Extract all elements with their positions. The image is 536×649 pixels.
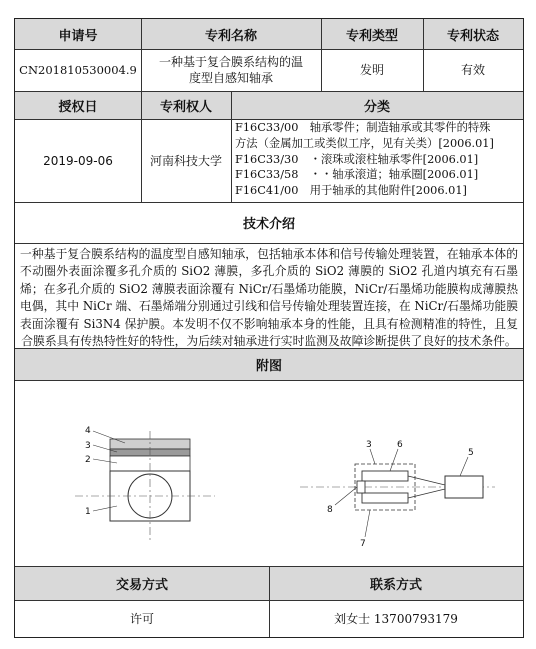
header-contact: 联系方式 [269, 566, 523, 600]
header-grant-date: 授权日 [15, 91, 141, 119]
figure-label: 3 [85, 441, 91, 451]
header-title: 专利名称 [141, 19, 321, 49]
classification-list [231, 119, 523, 202]
grant-date-value: 2019-09-06 [43, 153, 113, 168]
header-owner: 专利权人 [141, 91, 231, 119]
header-status: 专利状态 [423, 19, 523, 49]
grid-line [15, 380, 523, 381]
classification-line: F16C41/00 用于轴承的其他附件[2006.01] [235, 184, 467, 198]
intro-text: 一种基于复合膜系结构的温度型自感知轴承，包括轴承本体和信号传输处理装置，在轴承本体的不动圈外表面涂覆多孔介质的 SiO2 薄膜，多孔介质的 SiO2 薄膜的 SiO2 孔道内填充有石墨烯；在多孔介质的 SiO2 薄膜表面涂覆有 NiCr/石墨烯功能膜，NiCr/石墨烯功能膜构成薄膜热电偶，其中 NiCr 端、石墨烯端分别通过引线和信号传输处理装置连接，在 NiCr/石墨烯功能膜表面涂覆有 Si3N4 保护膜。本发明不仅不影响轴承本身的性能，且具有检测精准的特性，且复合膜系具有传热特性好的特性，为后续对轴承进行实时监测及故障诊断提供了良好的技术条件。 [20, 247, 518, 349]
figure-label: 7 [360, 539, 366, 549]
figure-label: 2 [85, 455, 91, 465]
owner-value: 河南科技大学 [149, 153, 222, 168]
lead-wire [408, 476, 445, 485]
junction [357, 481, 365, 493]
figure-label: 1 [85, 507, 91, 517]
classification-line: F16C33/30 ・滚珠或滚柱轴承零件[2006.01] [235, 152, 479, 166]
header-intro: 技术介绍 [15, 202, 523, 243]
header-deal: 交易方式 [15, 566, 269, 600]
figure-label: 5 [468, 448, 474, 458]
sensor-connection-figure [300, 419, 495, 549]
lead-wire [408, 489, 445, 498]
deal-value: 许可 [129, 611, 154, 626]
figure-label: 3 [366, 440, 372, 450]
header-classification: 分类 [231, 91, 523, 119]
status-value: 有效 [460, 63, 485, 77]
grid-line [15, 348, 523, 349]
grid-line [141, 19, 142, 202]
header-figures: 附图 [15, 348, 523, 380]
header-app-no: 申请号 [15, 19, 141, 49]
signal-processor [445, 476, 483, 498]
classification-line: 方法（金属加工或类似工序，见有关类）[2006.01] [235, 136, 494, 150]
grid-line [15, 243, 523, 244]
grid-line [15, 202, 523, 203]
grid-line [321, 19, 322, 91]
app-no-value: CN201810530004.9 [19, 63, 137, 77]
type-value: 发明 [359, 63, 384, 77]
title-value: 一种基于复合膜系结构的温度型自感知轴承 [158, 55, 303, 85]
graphene-electrode [362, 493, 408, 503]
grid-line [269, 566, 270, 637]
bearing-section-figure [75, 391, 215, 551]
grid-line [15, 91, 523, 92]
header-type: 专利类型 [321, 19, 423, 49]
contact-value: 刘女士 13700793179 [334, 611, 458, 626]
classification-line: F16C33/58 ・・轴承滚道；轴承圈[2006.01] [235, 168, 479, 182]
grid-line [231, 91, 232, 202]
figure-label: 6 [397, 440, 403, 450]
figure-label: 8 [327, 505, 333, 515]
patent-sheet [14, 18, 524, 638]
nicr-electrode [362, 471, 408, 481]
figure-label: 4 [85, 426, 91, 436]
grid-line [423, 19, 424, 91]
grid-line [15, 119, 523, 120]
classification-line: F16C33/00 轴承零件；制造轴承或其零件的特殊 [235, 121, 491, 134]
grid-line [15, 49, 523, 50]
